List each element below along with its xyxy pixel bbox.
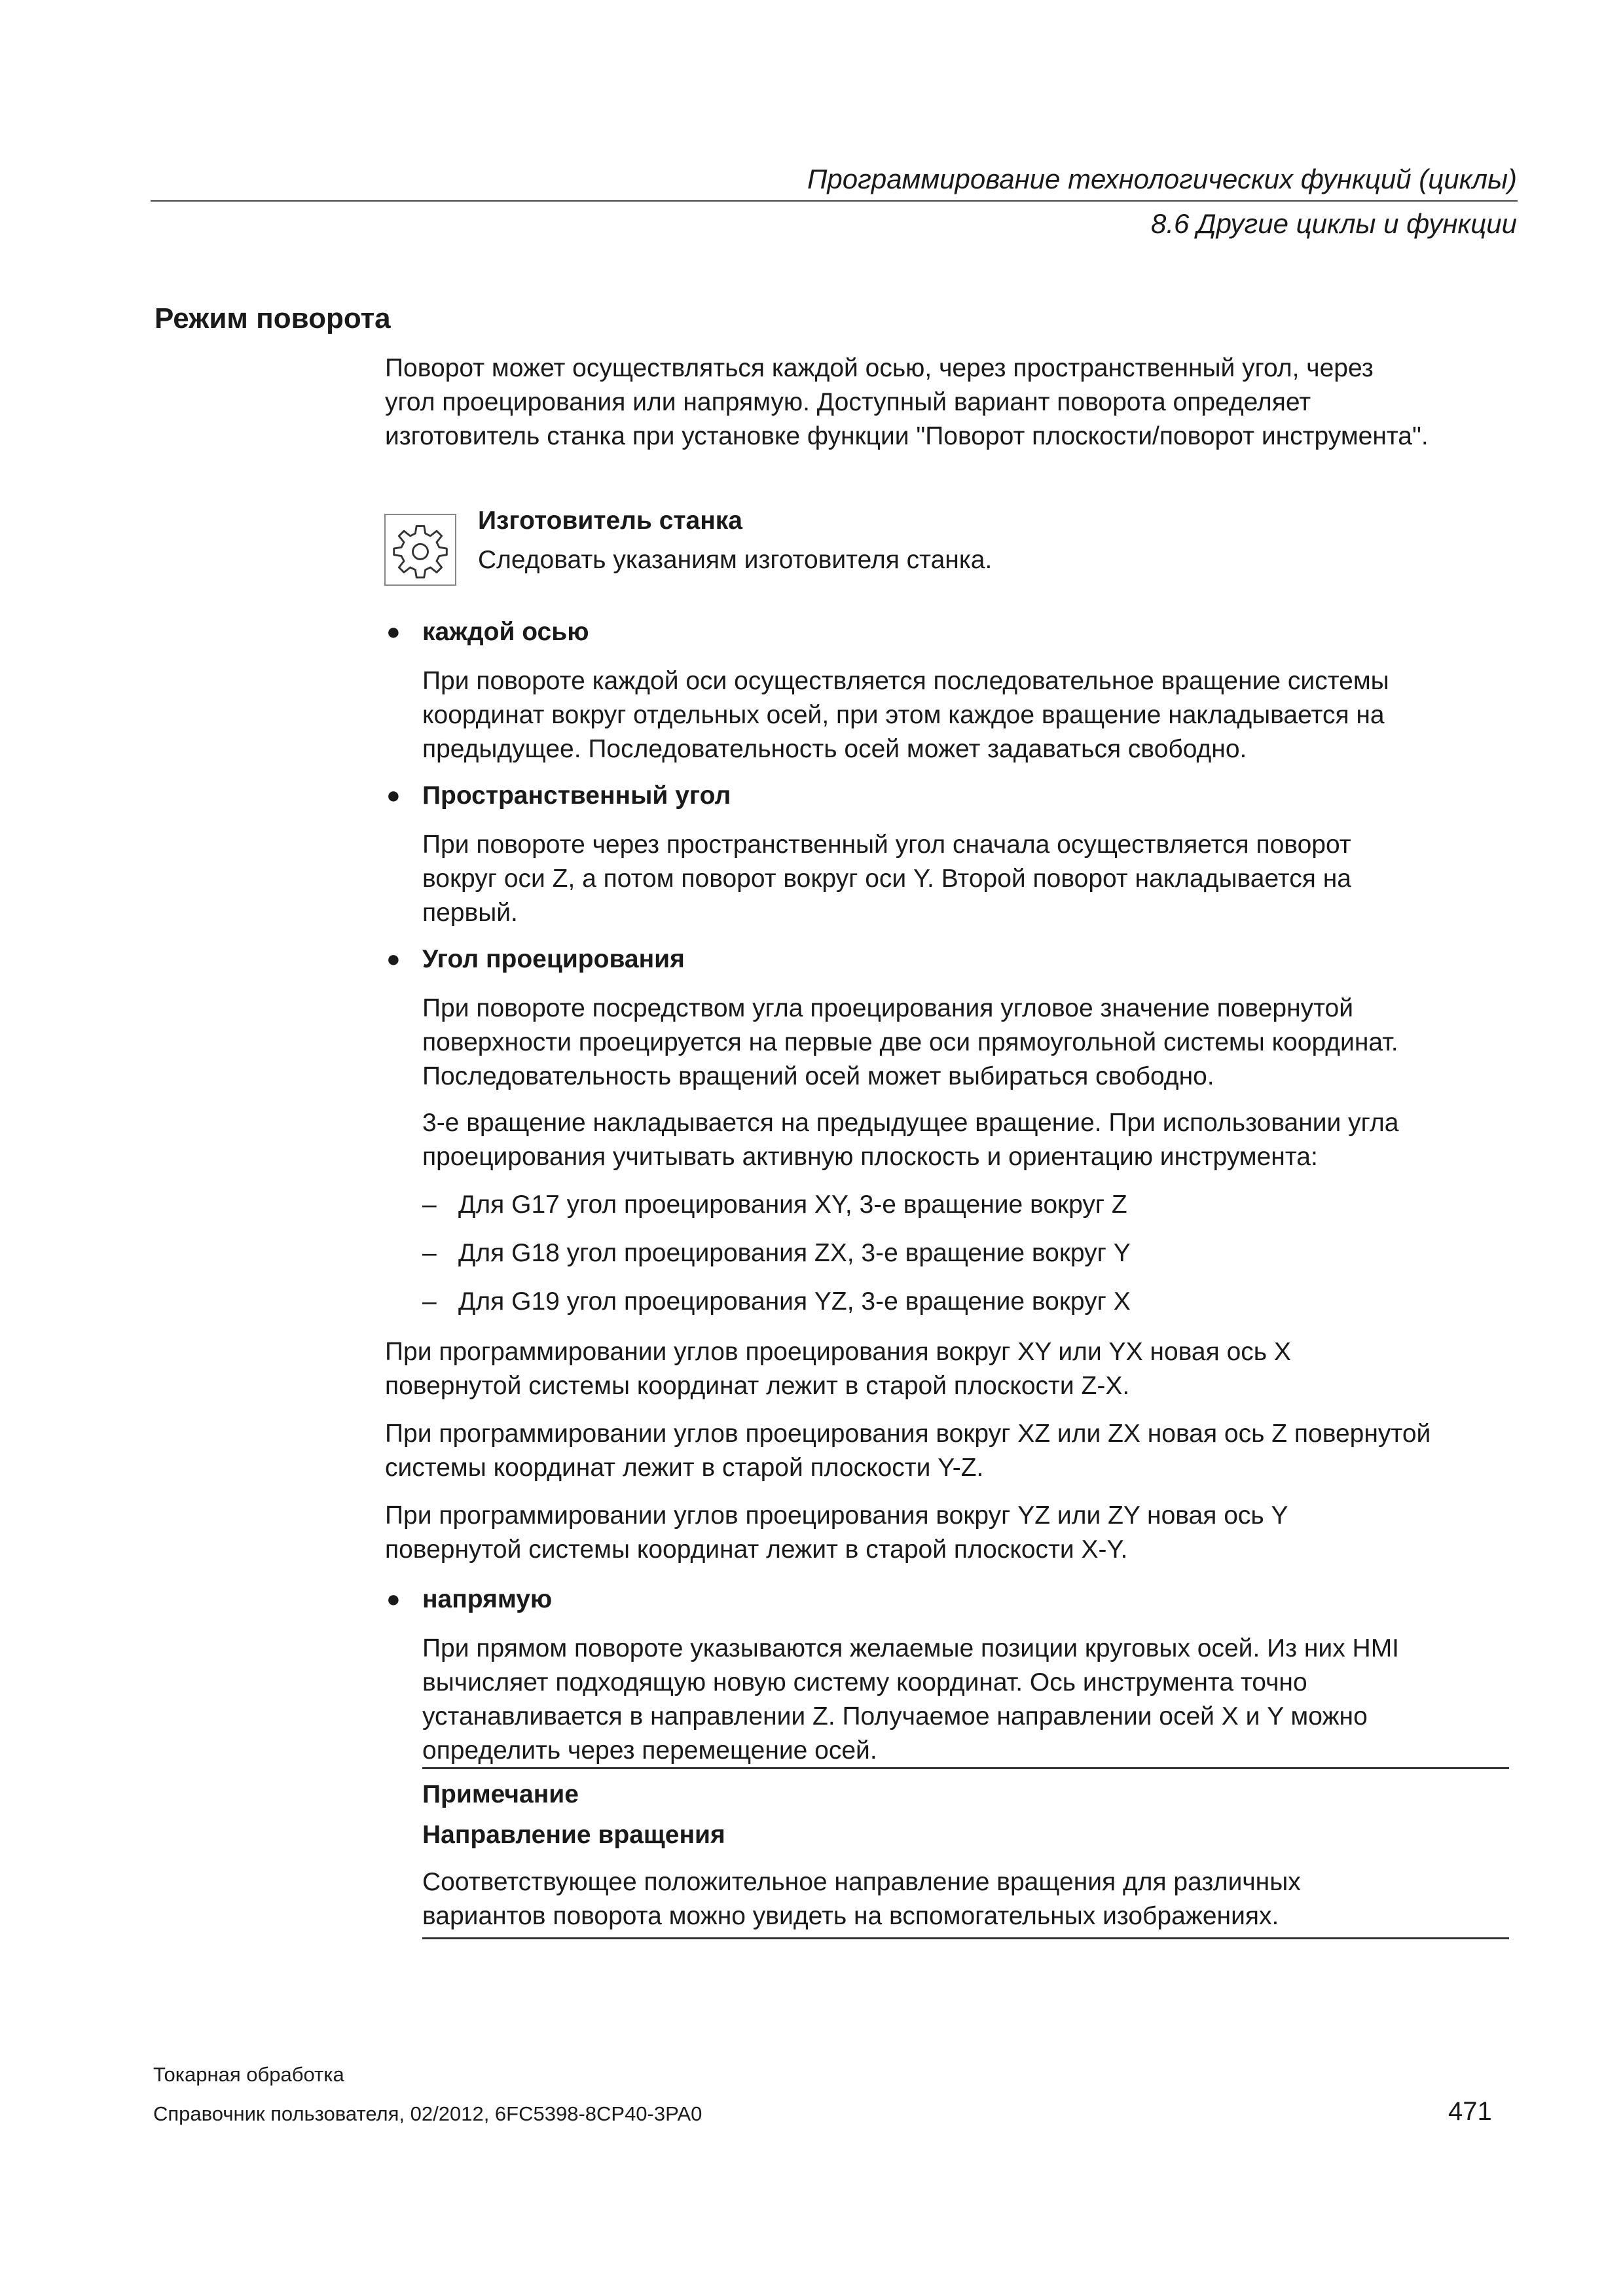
text-line: вариантов поворота можно увидеть на вспомогательных изображениях. (422, 1902, 1279, 1930)
text-line: системы координат лежит в старой плоскости Y-Z. (385, 1454, 984, 1482)
header-divider (151, 200, 1518, 202)
bullet-label: Пространственный угол (422, 781, 731, 810)
text-line: повернутой системы координат лежит в старой плоскости X-Y. (385, 1535, 1128, 1564)
section-title: Режим поворота (155, 302, 391, 334)
text-line: При программировании углов проецирования вокруг XY или YX новая ось X (385, 1338, 1291, 1366)
dash-item: Для G17 угол проецирования XY, 3-е вращение вокруг Z (458, 1191, 1127, 1219)
page-number: 471 (1448, 2097, 1492, 2126)
dash-item: Для G19 угол проецирования YZ, 3-е вращение вокруг X (458, 1287, 1131, 1316)
note-subheading: Направление вращения (422, 1821, 725, 1849)
projection-note (385, 1499, 1288, 1567)
intro-paragraph (385, 351, 1429, 454)
text-line: повернутой системы координат лежит в старой плоскости Z-X. (385, 1372, 1130, 1400)
text-line: При прямом повороте указываются желаемые позиции круговых осей. Из них HMI (422, 1634, 1400, 1662)
text-line: При повороте каждой оси осуществляется последовательное вращение системы (422, 667, 1389, 695)
header-section: 8.6 Другие циклы и функции (1150, 208, 1517, 239)
bullet-paragraph (422, 664, 1389, 766)
bullet-icon: ● (386, 781, 401, 808)
footer-manual: Справочник пользователя, 02/2012, 6FC5398-8CP40-3PA0 (153, 2102, 702, 2125)
note-bottom-rule (422, 1937, 1509, 1939)
text-line: 3-е вращение накладывается на предыдущее вращение. При использовании угла (422, 1109, 1399, 1137)
manufacturer-note-text: Следовать указаниям изготовителя станка. (478, 546, 993, 574)
bullet-paragraph (422, 1632, 1399, 1768)
projection-note (385, 1335, 1291, 1403)
text-line: поверхности проецируется на первые две оси прямоугольной системы координат. (422, 1028, 1398, 1056)
gear-icon (384, 514, 456, 586)
manufacturer-note-title: Изготовитель станка (478, 507, 742, 535)
dash-marker: – (422, 1287, 437, 1316)
footer-book: Токарная обработка (153, 2063, 344, 2086)
bullet-icon: ● (386, 945, 401, 972)
text-line: вокруг оси Z, а потом поворот вокруг оси Y. Второй поворот накладывается на (422, 865, 1351, 893)
intro-line: изготовитель станка при установке функции "Поворот плоскости/поворот инструмента". (385, 422, 1429, 450)
text-line: проецирования учитывать активную плоскость и ориентацию инструмента: (422, 1143, 1318, 1171)
text-line: При программировании углов проецирования вокруг YZ или ZY новая ось Y (385, 1501, 1288, 1530)
note-text (422, 1865, 1301, 1933)
bullet-icon: ● (386, 618, 401, 645)
bullet-label: каждой осью (422, 618, 589, 646)
dash-marker: – (422, 1191, 437, 1219)
text-line: Последовательность вращений осей может выбираться свободно. (422, 1062, 1214, 1090)
bullet-paragraph (422, 828, 1351, 930)
header-chapter: Программирование технологических функций (циклы) (807, 164, 1517, 194)
text-line: предыдущее. Последовательность осей может задаваться свободно. (422, 735, 1247, 763)
dash-item: Для G18 угол проецирования ZX, 3-е вращение вокруг Y (458, 1239, 1131, 1267)
text-line: координат вокруг отдельных осей, при этом каждое вращение накладывается на (422, 701, 1385, 729)
text-line: При программировании углов проецирования вокруг XZ или ZX новая ось Z повернутой (385, 1420, 1431, 1448)
bullet-label: Угол проецирования (422, 945, 685, 973)
text-line: Соответствующее положительное направление вращения для различных (422, 1868, 1301, 1896)
text-line: устанавливается в направлении Z. Получаемое направлении осей X и Y можно (422, 1702, 1368, 1731)
text-line: определить через перемещение осей. (422, 1736, 877, 1765)
bullet-paragraph (422, 992, 1398, 1094)
note-heading: Примечание (422, 1780, 579, 1808)
text-line: первый. (422, 899, 518, 927)
projection-note (385, 1417, 1431, 1485)
note-top-rule (422, 1767, 1509, 1769)
bullet-paragraph (422, 1106, 1398, 1174)
text-line: При повороте посредством угла проецирования угловое значение повернутой (422, 994, 1354, 1022)
intro-line: угол проецирования или напрямую. Доступный вариант поворота определяет (385, 388, 1311, 416)
bullet-icon: ● (386, 1585, 401, 1612)
dash-marker: – (422, 1239, 437, 1267)
bullet-label: напрямую (422, 1585, 553, 1613)
text-line: При повороте через пространственный угол сначала осуществляется поворот (422, 831, 1351, 859)
text-line: вычисляет подходящую новую систему координат. Ось инструмента точно (422, 1668, 1307, 1696)
intro-line: Поворот может осуществляться каждой осью, через пространственный угол, через (385, 354, 1374, 382)
